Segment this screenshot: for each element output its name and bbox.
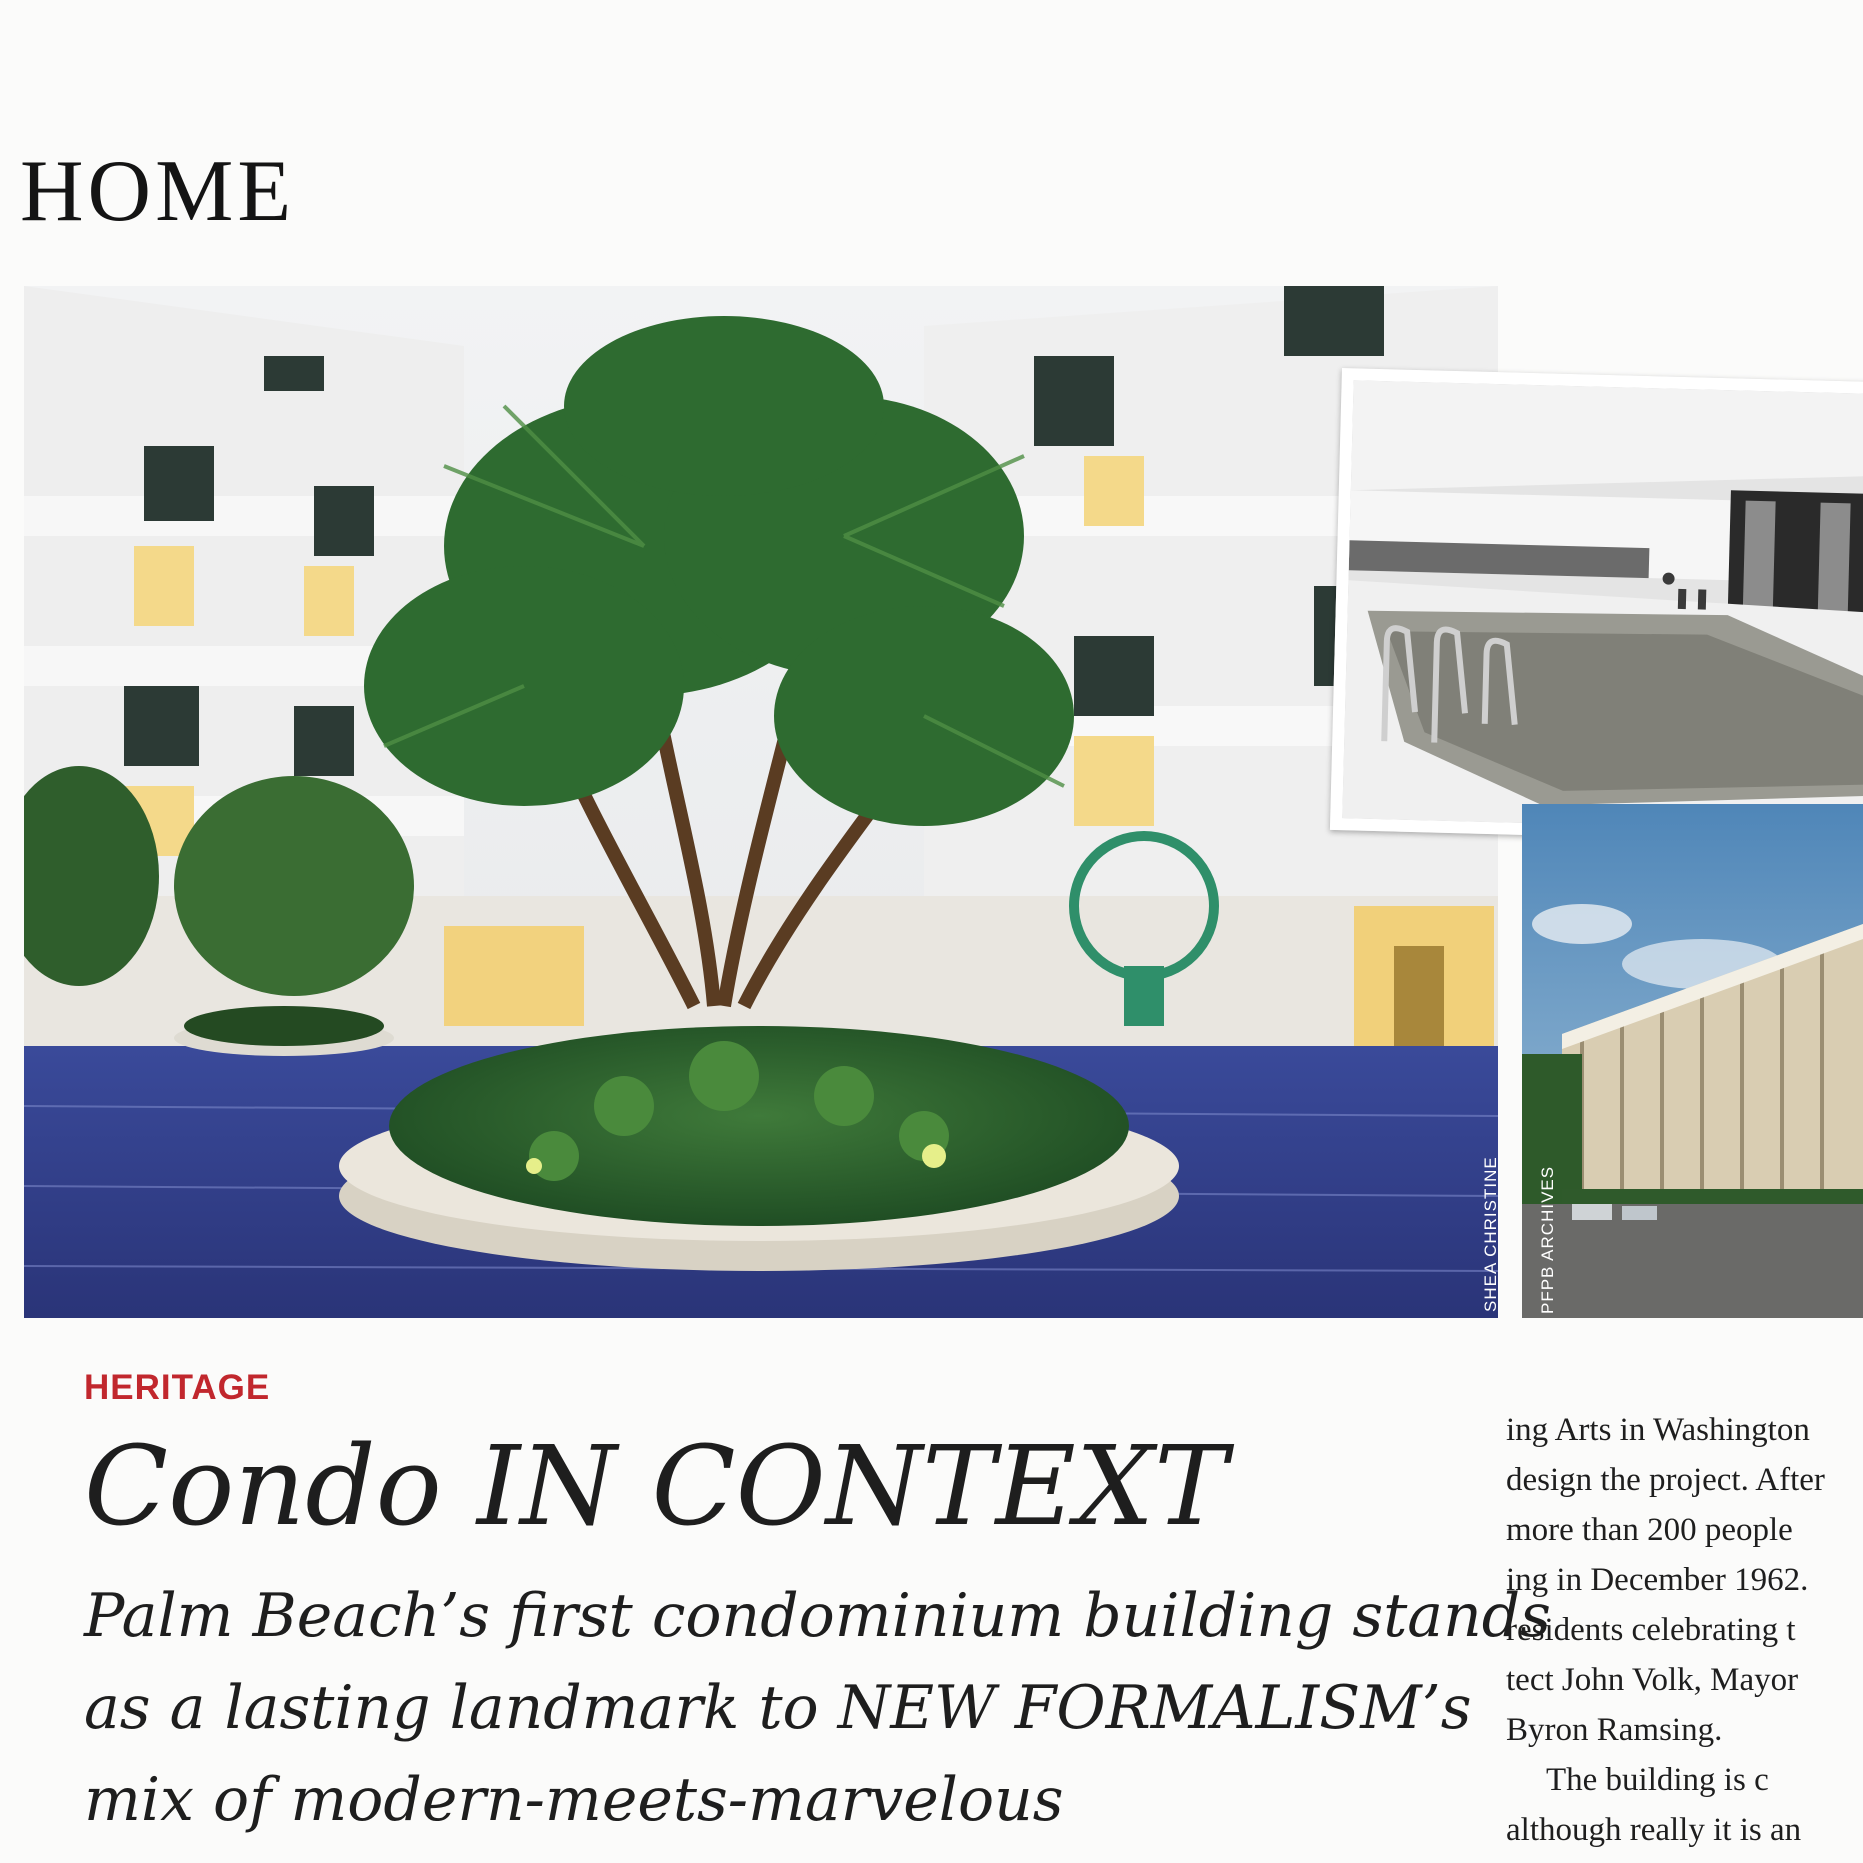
facade-photo-credit: PFPB ARCHIVES: [1538, 1165, 1557, 1314]
article-kicker: HERITAGE: [84, 1368, 271, 1407]
article-deck: [84, 1570, 1551, 1846]
article-headline: Condo IN CONTEXT: [84, 1422, 1228, 1550]
courtyard-photo-credit: SHEA CHRISTINE: [1481, 1156, 1500, 1312]
body-line: although really it is an: [1506, 1812, 1802, 1848]
facade-archive-photo: [1522, 804, 1863, 1318]
courtyard-photo: [24, 286, 1498, 1318]
deck-line: as a lasting landmark to NEW FORMALISM’s: [84, 1673, 1472, 1743]
body-line: more than 200 people: [1506, 1512, 1793, 1548]
body-line: The building is c: [1546, 1762, 1769, 1798]
body-line: Byron Ramsing.: [1506, 1712, 1723, 1748]
deck-line: Palm Beach’s first condominium building stands: [84, 1581, 1551, 1651]
body-line: tect John Volk, Mayor: [1506, 1662, 1799, 1698]
deck-line: mix of modern-meets-marvelous: [84, 1765, 1064, 1835]
article-body-column: [1506, 1405, 1863, 1855]
section-title: HOME: [20, 143, 296, 240]
body-line: ing Arts in Washington: [1506, 1412, 1810, 1448]
body-line: design the project. After: [1506, 1462, 1825, 1498]
pool-archive-photo: [1330, 368, 1863, 845]
body-line: residents celebrating t: [1506, 1612, 1796, 1648]
body-line: ing in December 1962.: [1506, 1562, 1809, 1598]
